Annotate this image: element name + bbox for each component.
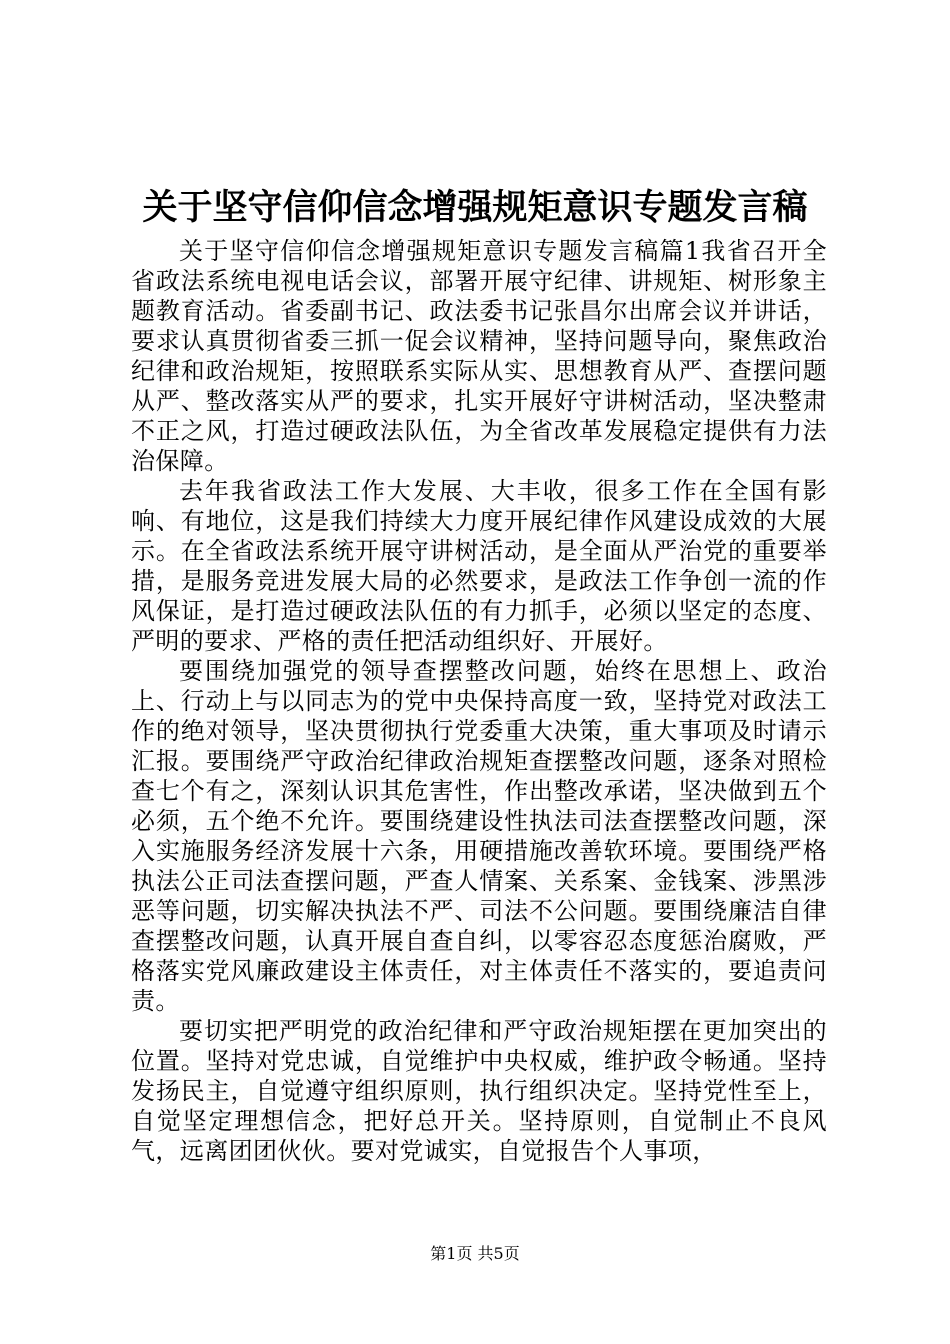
body-paragraph: 关于坚守信仰信念增强规矩意识专题发言稿篇1我省召开全省政法系统电视电话会议，部署开展守纪律、讲规矩、树形象主题教育活动。省委副书记、政法委书记张昌尔出席会议并讲话，要求认真贯彻省委三抓一促会议精神，坚持问题导向，聚焦政治纪律和政治规矩，按照联系实际从实、思想教育从严、查摆问题从严、整改落实从严的要求，扎实开展好守讲树活动，坚决整肃不正之风，打造过硬政法队伍，为全省改革发展稳定提供有力法治保障。 [131, 237, 827, 475]
page-number-footer: 第1页 共5页 [430, 1244, 520, 1263]
document-body [131, 236, 827, 1166]
document-title: 关于坚守信仰信念增强规矩意识专题发言稿 [142, 187, 808, 228]
body-paragraph: 要围绕加强党的领导查摆整改问题，始终在思想上、政治上、行动上与以同志为的党中央保持高度一致，坚持党对政法工作的绝对领导，坚决贯彻执行党委重大决策，重大事项及时请示汇报。要围绕严守政治纪律政治规矩查摆整改问题，逐条对照检查七个有之，深刻认识其危害性，作出整改承诺，坚决做到五个必须，五个绝不允许。要围绕建设性执法司法查摆整改问题，深入实施服务经济发展十六条，用硬措施改善软环境。要围绕严格执法公正司法查摆问题，严查人情案、关系案、金钱案、涉黑涉恶等问题，切实解决执法不严、司法不公问题。要围绕廉洁自律查摆整改问题，认真开展自查自纠，以零容忍态度惩治腐败，严格落实党风廉政建设主体责任，对主体责任不落实的，要追责问责。 [131, 657, 827, 1015]
body-paragraph: 去年我省政法工作大发展、大丰收，很多工作在全国有影响、有地位，这是我们持续大力度开展纪律作风建设成效的大展示。在全省政法系统开展守讲树活动，是全面从严治党的重要举措，是服务竞进发展大局的必然要求，是政法工作争创一流的作风保证，是打造过硬政法队伍的有力抓手，必须以坚定的态度、严明的要求、严格的责任把活动组织好、开展好。 [131, 477, 827, 655]
body-paragraph: 要切实把严明党的政治纪律和严守政治规矩摆在更加突出的位置。坚持对党忠诚，自觉维护中央权威，维护政令畅通。坚持发扬民主，自觉遵守组织原则，执行组织决定。坚持党性至上，自觉坚定理想信念，把好总开关。坚持原则，自觉制止不良风气，远离团团伙伙。要对党诚实，自觉报告个人事项， [131, 1017, 827, 1165]
